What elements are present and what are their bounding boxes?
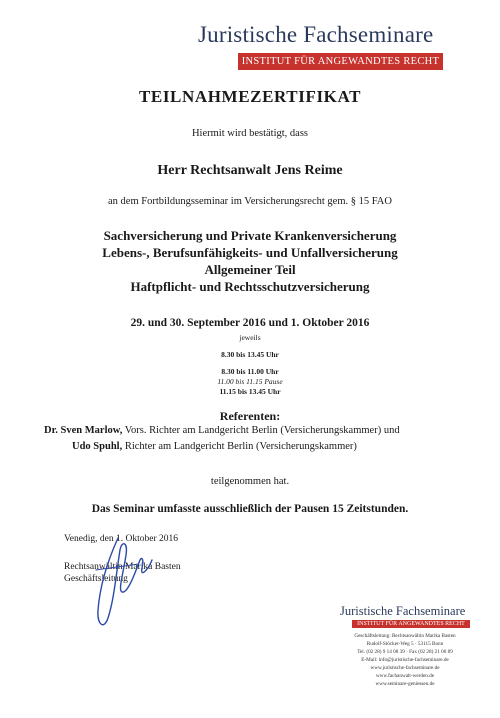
footer-logo-tagline: INSTITUT FÜR ANGEWANDTES RECHT: [352, 620, 470, 628]
footer-line: E-Mail: info@juristische-fachseminare.de: [361, 657, 449, 663]
speaker-name: Udo Spuhl,: [72, 441, 123, 452]
course-line: Allgemeiner Teil: [204, 262, 296, 277]
footer-line: www.juristische-fachseminare.de: [370, 665, 440, 671]
speaker-role: Richter am Landgericht Berlin (Versicherungskammer): [122, 441, 357, 452]
course-line: Haftpflicht- und Rechtsschutzversicherung: [130, 279, 370, 294]
speaker-line: [72, 441, 357, 452]
time-slot: 11.00 bis 11.15 Pause: [217, 377, 283, 386]
footer-logo-name: Juristische Fachseminare: [340, 604, 466, 618]
footer-line: Rudolf-Stöcker-Weg 5 · 53115 Bonn: [366, 641, 444, 647]
time-slot: 11.15 bis 13.45 Uhr: [219, 387, 281, 396]
confirm-text: Hiermit wird bestätigt, dass: [191, 128, 309, 139]
speakers-heading: Referenten:: [219, 409, 281, 423]
footer-line: Tel. (02 28) 9 14 08 39 · Fax (02 28) 21 00 89: [357, 649, 453, 655]
seminar-dates: 29. und 30. September 2016 und 1. Oktober 2016: [130, 317, 370, 329]
time-slot: 8.30 bis 11.00 Uhr: [221, 367, 279, 376]
footer-line: www.seminare-geniessen.de: [375, 681, 435, 687]
footer-line: www.fachanwalt-werden.de: [375, 673, 435, 679]
place-date: Venedig, den 1. Oktober 2016: [64, 534, 178, 544]
recipient-name: Herr Rechtsanwalt Jens Reime: [157, 163, 343, 178]
footer-line: Geschäftsleitung: Rechtsanwältin Marika Basten: [354, 633, 456, 639]
jeweils-text: jeweils: [239, 333, 261, 342]
time-slot: 8.30 bis 13.45 Uhr: [221, 350, 279, 359]
speaker-role: Vors. Richter am Landgericht Berlin (Versicherungskammer) und: [122, 425, 400, 436]
logo-name: Juristische Fachseminare: [198, 22, 434, 47]
signer-title: Geschäftsleitung: [64, 574, 128, 584]
logo-tagline: INSTITUT FÜR ANGEWANDTES RECHT: [238, 53, 443, 70]
signer-name: Rechtsanwältin Marika Basten: [64, 562, 181, 572]
certificate-title: TEILNAHMEZERTIFIKAT: [138, 87, 362, 106]
seminar-line: an dem Fortbildungsseminar im Versicherungsrecht gem. § 15 FAO: [108, 196, 392, 207]
participated-text: teilgenommen hat.: [210, 476, 290, 487]
signature-image: [78, 530, 168, 640]
seminar-summary: Das Seminar umfasste ausschließlich der Pausen 15 Zeitstunden.: [91, 503, 409, 515]
speaker-name: Dr. Sven Marlow,: [44, 425, 123, 436]
speaker-line: [44, 425, 400, 436]
course-line: Lebens-, Berufsunfähigkeits- und Unfallversicherung: [102, 245, 398, 260]
course-line: Sachversicherung und Private Krankenversicherung: [103, 228, 397, 243]
header-logo: [188, 22, 443, 72]
